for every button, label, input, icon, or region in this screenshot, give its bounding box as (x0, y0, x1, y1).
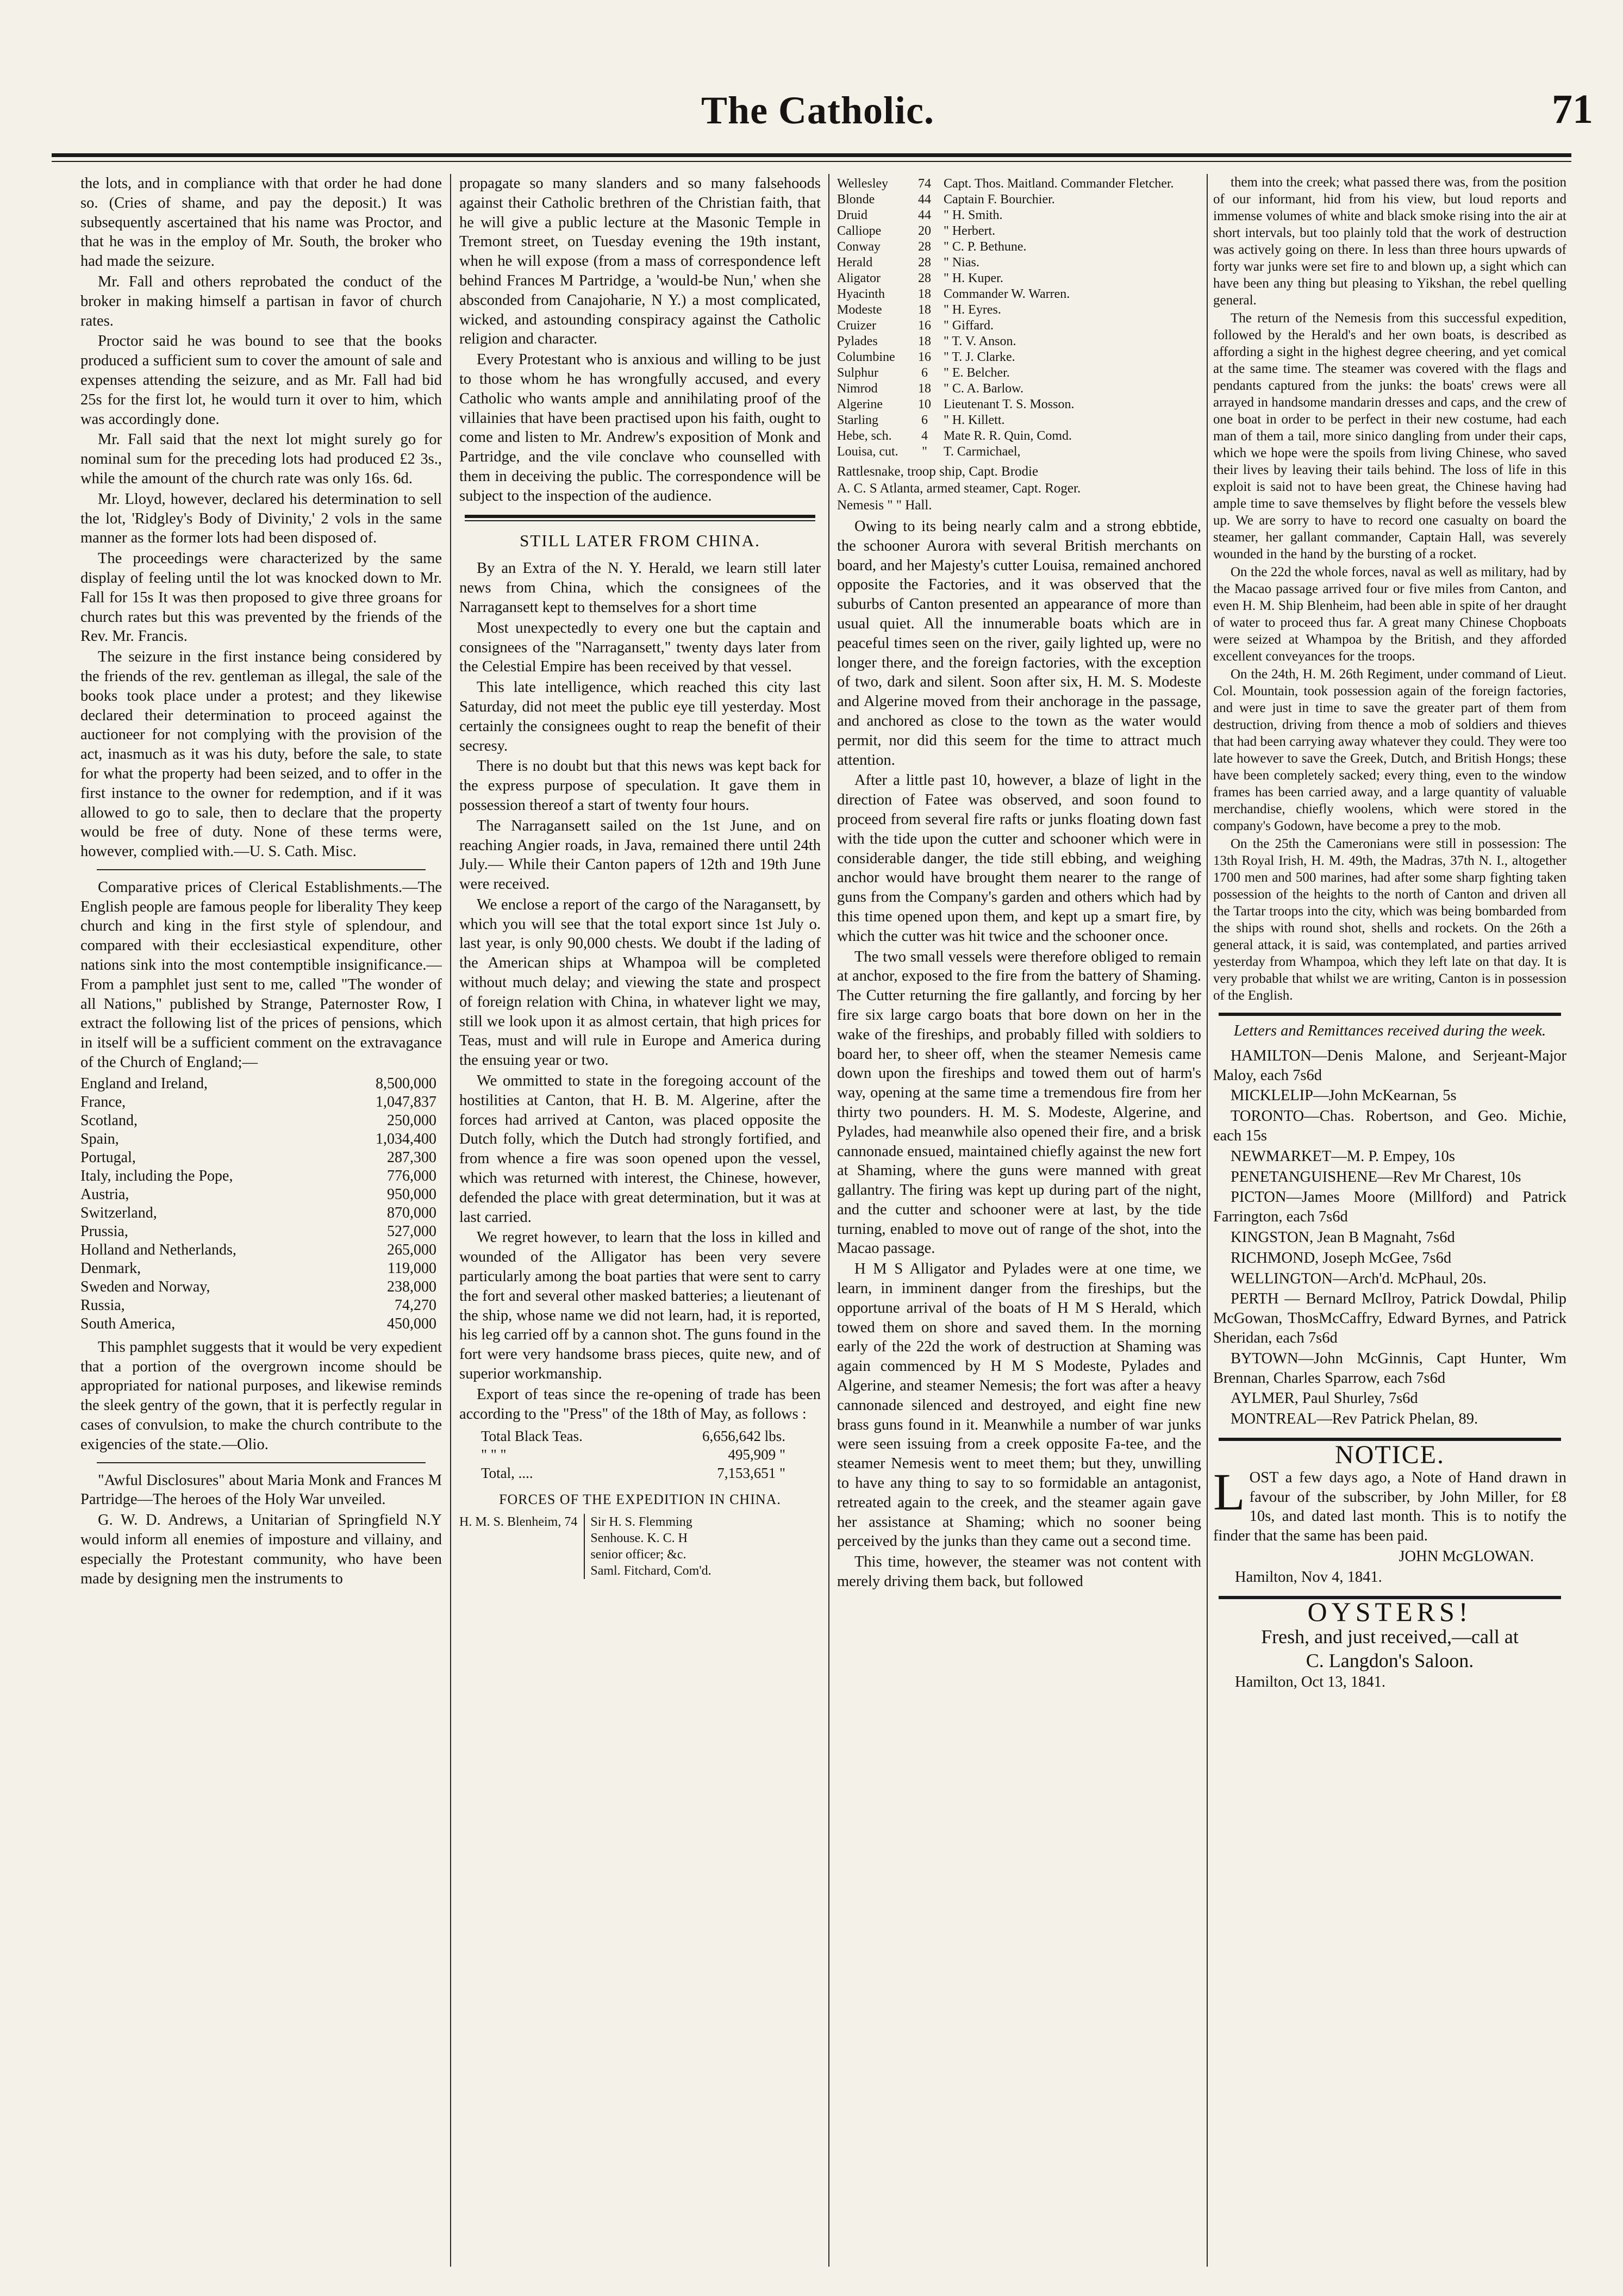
fleet-commander: " H. Smith. (944, 208, 1003, 222)
blenheim-line: Sir H. S. Flemming (590, 1515, 692, 1530)
fleet-commander: " E. Belcher. (944, 366, 1010, 380)
price-value: 1,034,400 (376, 1130, 436, 1147)
article-paragraph: Mr. Lloyd, however, declared his determination to sell the lot, 'Ridgley's Body of Divinity,' 2 vols in the same manner as the former lots had been disposed of. (80, 490, 442, 547)
blenheim-ship: H. M. S. Blenheim, 74 (459, 1515, 578, 1530)
china-paragraph: Export of teas since the re-opening of trade has been according to the "Press" of the 18th of May, as follows : (459, 1386, 821, 1422)
price-row (80, 1075, 442, 1093)
fleet-guns: 18 (918, 303, 932, 317)
price-row (80, 1112, 442, 1130)
price-value: 265,000 (387, 1241, 436, 1258)
fleet-guns: 16 (918, 319, 932, 333)
china-paragraph: We ommitted to state in the foregoing account of the hostilities at Canton, that H. B. M. Algerine, after the forces had arrived at Canton, was placed opposite the Dutch folly, which the Dutch had strongly fortified, and from whence a fire was soon opened upon the vessel, which was returned with interest, the Chinese, however, defended the place with great determination, but it was at last carried. (459, 1072, 821, 1226)
oysters-heading: OYSTERS! (1307, 1596, 1472, 1627)
fleet-ship: Conway (837, 240, 881, 254)
letter-entry: PICTON—James Moore (Millford) and Patrick Farrington, each 7s6d (1213, 1189, 1566, 1226)
fleet-ship: Calliope (837, 224, 882, 238)
fleet-guns: 20 (918, 224, 932, 238)
fleet-guns: 28 (918, 271, 932, 285)
fleet-ship: Louisa, cut. (837, 445, 898, 459)
column-1 (80, 174, 442, 2272)
price-value: 8,500,000 (376, 1075, 436, 1092)
fleet-commander: " T. V. Anson. (944, 334, 1016, 348)
column-divider (1207, 174, 1208, 2267)
fleet-commander: " C. P. Bethune. (944, 240, 1027, 254)
fleet-guns: 18 (918, 287, 932, 301)
price-value: 74,270 (395, 1296, 436, 1314)
fleet-extra-line: A. C. S Atlanta, armed steamer, Capt. Roger. (837, 481, 1081, 496)
letters-heading: Letters and Remittances received during the week. (1233, 1022, 1546, 1039)
price-country: Italy, including the Pope, (80, 1167, 233, 1184)
fleet-row (837, 208, 1201, 223)
fleet-row (837, 192, 1201, 208)
fleet-row (837, 413, 1201, 428)
fleet-row (837, 223, 1201, 239)
fleet-row (837, 334, 1201, 350)
price-row (80, 1149, 442, 1167)
price-row (80, 1222, 442, 1241)
fleet-ship: Hyacinth (837, 287, 885, 301)
fleet-ship: Starling (837, 413, 878, 427)
tea-total-row (481, 1464, 785, 1482)
article-paragraph: The two small vessels were therefore obliged to remain at anchor, exposed to the fire from the battery of Shaming. The Cutter returning the fire gallantly, and forcing by her fire six large cargo boats that bore down on her in the wake of the fireships, and probably filled with soldiers to board her, to sheer off, when the steamer Nemesis came down upon the fireships and towed them out of harm's way, opening at the same time a tremendous fire from her thirty two pounders. H. M. S. Modeste, Algerine, and Pylades, had meanwhile also opened their fire, and a brisk cannonade ensued, maintained chiefly against the new fort at Shaming, where the guns were manned with great gallantry. The firing was kept up during part of the night, and the cutter and schooner were at last, by the tide turning, enabled to move out of range of the shot, into the Macao passage. (837, 948, 1201, 1257)
article-paragraph: Mr. Fall said that the next lot might surely go for nominal sum for the preceding lots had produced £2 3s., while the amount of the church rate was only 16s. 6d. (80, 431, 442, 487)
fleet-commander: " T. J. Clarke. (944, 350, 1015, 364)
price-value: 238,000 (387, 1278, 436, 1295)
fleet-ship: Blonde (837, 192, 875, 207)
price-row (80, 1130, 442, 1149)
fleet-ship: Pylades (837, 334, 878, 348)
fleet-guns: 44 (918, 192, 932, 207)
column-2 (459, 174, 821, 2272)
article-paragraph: On the 25th the Cameronians were still in possession: The 13th Royal Irish, H. M. 49th, the Madras, 37th N. I., altogether 1700 men and 500 marines, had after some sharp fighting taken possession of the heights to the north of Canton and driven all the Tartar troops into the city, which was being bombarded from the ships with round shot, shells and rockets. On the 26th a general attack, it is said, was contemplated, and parties arrived yesterday from Whampoa, which they left late on that day. It is very probable that whilst we are writing, Canton is in possession of the English. (1213, 837, 1566, 1003)
fleet-guns: 18 (918, 382, 932, 396)
price-country: Portugal, (80, 1149, 136, 1166)
price-country: Scotland, (80, 1112, 138, 1129)
fleet-commander: Capt. Thos. Maitland. Commander Fletcher. (944, 177, 1174, 191)
fleet-row (837, 397, 1201, 413)
fleet-row (837, 286, 1201, 302)
fleet-row (837, 302, 1201, 318)
article-paragraph: The return of the Nemesis from this successful expedition, followed by the Herald's and her own boats, is described as affording a sight in the highest degree cheering, and yet comical at the same time. The steamer was covered with the flags and pendants captured from the junks: the boats' crews were all arrayed in handsome mandarin dresses and caps, and the crew of one boat in order to be perfect in their new costume, had each man of them a tail, more sinico dangling from under their caps, which we hope were the spoils from living Chinese, who saved their lives by leaving their tails behind. The loss of life in this exploit is said not to have been great, the Chinese having had ample time to save themselves by flight before the vessels blew up. We are sorry to have to record one casualty on board the steamer, her gallant commander, Captain Hall, was severely wounded in the hand by the bursting of a rocket. (1213, 311, 1566, 561)
section-divider (97, 869, 426, 870)
letter-entry: MICKLELIP—John McKearnan, 5s (1231, 1087, 1457, 1105)
fleet-ship: Herald (837, 255, 873, 270)
notice-text: OST a few days ago, a Note of Hand drawn in favour of the subscriber, by John Miller, for £8 10s, and dated last month. This is to notify the finder that the same has been paid. (1213, 1469, 1566, 1545)
page-title: The Catholic. (701, 89, 935, 132)
letter-entry: KINGSTON, Jean B Magnaht, 7s6d (1231, 1228, 1455, 1246)
fleet-row (837, 255, 1201, 271)
tea-total-row (481, 1427, 785, 1445)
price-row (80, 1186, 442, 1204)
price-row (80, 1296, 442, 1315)
fleet-ship: Sulphur (837, 366, 879, 380)
article-paragraph: After a little past 10, however, a blaze of light in the direction of Fatee was observed, and soon found to proceed from several fire rafts or junks floating down fast with the tide upon the cutter and schooner which were in considerable danger, the tide still ebbing, and weighing anchor would have brought them nearer to the range of guns from the Company's garden and others which had by this time opened upon them, and kept up a smart fire, by which the cutter was hit twice and the schooner once. (837, 772, 1201, 945)
andrews-para: G. W. D. Andrews, a Unitarian of Springfield N.Y would inform all enemies of imposture and villainy, and especially the Protestant community, who have been made by designing men the instruments to (80, 1512, 442, 1587)
fleet-ship: Druid (837, 208, 867, 222)
fleet-table (837, 176, 1201, 460)
fleet-row (837, 271, 1201, 286)
price-country: South America, (80, 1315, 176, 1332)
blenheim-entry (459, 1514, 821, 1579)
fleet-commander: " Giffard. (944, 319, 994, 333)
price-value: 776,000 (387, 1167, 436, 1184)
oysters-saloon: C. Langdon's Saloon. (1306, 1650, 1474, 1672)
fleet-guns: 16 (918, 350, 932, 364)
tea-total-value: 495,909 " (728, 1446, 785, 1463)
letter-entry: BYTOWN—John McGinnis, Capt Hunter, Wm Brennan, Charles Sparrow, each 7s6d (1213, 1350, 1566, 1387)
notice-body (1213, 1462, 1566, 1546)
column-divider (450, 174, 451, 2267)
china-heading: STILL LATER FROM CHINA. (520, 531, 760, 550)
china-paragraph: We enclose a report of the cargo of the Naragansett, by which you will see that the total export since 1st July o. last year, is only 90,000 chests. We doubt if the lading of the American ships at Whampoa will be completed without much delay; and viewing the state and prospect of foreign relation with China, in whatever light we may, still we look upon it as almost certain, that high prices for Teas, must and will rule in Europe and America during the ensuing year or two. (459, 896, 821, 1069)
price-row (80, 1204, 442, 1222)
notice-drop-cap: L (1213, 1462, 1245, 1521)
page-number: 71 (1552, 86, 1593, 132)
fleet-guns: 4 (921, 429, 928, 443)
fleet-ship: Nimrod (837, 382, 878, 396)
fleet-commander: " H. Eyres. (944, 303, 1001, 317)
section-divider (1219, 1013, 1561, 1016)
fleet-guns: 18 (918, 334, 932, 348)
fleet-ship: Aligator (837, 271, 881, 285)
fleet-row (837, 350, 1201, 365)
tea-total-value: 6,656,642 lbs. (702, 1428, 785, 1445)
fleet-guns: 6 (921, 413, 928, 427)
china-paragraph: There is no doubt but that this news was kept back for the express purpose of speculation. It gave them in possession thereof a start of twenty four hours. (459, 758, 821, 814)
notice-signature: JOHN McGLOWAN. (1399, 1548, 1534, 1565)
china-paragraph: The Narragansett sailed on the 1st June, and on reaching Angier roads, in Java, remained there until 24th July.— While their Canton papers of 12th and 19th June were received. (459, 817, 821, 893)
fleet-row (837, 365, 1201, 381)
article-paragraph: them into the creek; what passed there was, from the position of our informant, hid from his view, but loud reports and immense volumes of white and black smoke rising into the air at short intervals, but too plainly told that the work of destruction was actively going on there. In less than three hours upwards of forty war junks were set fire to and blown up, a sight which can have been any thing but pleasing to Yikshan, the rebel quelling general. (1213, 175, 1566, 308)
price-row (80, 1278, 442, 1296)
letter-entry: HAMILTON—Denis Malone, and Serjeant-Major Maloy, each 7s6d (1213, 1047, 1566, 1084)
fleet-commander: T. Carmichael, (944, 445, 1021, 459)
fleet-ship: Hebe, sch. (837, 429, 892, 443)
fleet-row (837, 444, 1201, 460)
fleet-guns: 28 (918, 255, 932, 270)
fleet-row (837, 428, 1201, 444)
price-value: 1,047,837 (376, 1093, 436, 1110)
price-country: Switzerland, (80, 1204, 157, 1221)
fleet-commander: Captain F. Bourchier. (944, 192, 1055, 207)
fleet-guns: 44 (918, 208, 932, 222)
fleet-guns: 28 (918, 240, 932, 254)
china-paragraph: Most unexpectedly to every one but the captain and consignees of the "Narragansett," twenty days later from the Celestial Empire has been received by that vessel. (459, 619, 821, 676)
letter-entry: MONTREAL—Rev Patrick Phelan, 89. (1231, 1411, 1478, 1428)
column-divider (828, 174, 829, 2267)
oysters-place-date: Hamilton, Oct 13, 1841. (1235, 1674, 1386, 1691)
article-paragraph: Owing to its being nearly calm and a strong ebbtide, the schooner Aurora with several British merchants on board, and her Majesty's cutter Louisa, remained anchored opposite the Factories, and it was observed that the suburbs of Canton presented an appearance of more than usual quiet. All the innumerable boats which are in peaceful times seen on the river, gaily lighted up, were no longer there, and the foreign factories, with the exception of two, dark and silent. Soon after six, H. M. S. Modeste and Algerine moved from their anchorage in the passage, and anchored as close to the town as the water would permit, nor did this seem for the time to attract much attention. (837, 518, 1201, 769)
price-value: 287,300 (387, 1149, 436, 1166)
price-country: Denmark, (80, 1259, 141, 1277)
tea-total-label: Total Black Teas. (481, 1428, 583, 1445)
fleet-guns: " (922, 445, 927, 459)
china-paragraph: We regret however, to learn that the loss in killed and wounded of the Alligator has been very severe particularly among the boat parties that were sent to carry the fort and several other masked batteries; a lieutenant of the ship, whose name we did not learn, had, it is reported, his leg carried off by a cannon shot. The guns found in the fort were very handsome brass pieces, quite new, and of superior workmanship. (459, 1229, 821, 1383)
price-country: Austria, (80, 1186, 129, 1203)
fleet-row (837, 381, 1201, 397)
letter-entry: PERTH — Bernard McIlroy, Patrick Dowdal, Philip McGowan, ThosMcCaffry, Edward Byrnes, and Patrick Sheridan, each 7s6d (1213, 1290, 1566, 1346)
fleet-ship: Cruizer (837, 319, 876, 333)
fleet-ship: Modeste (837, 303, 882, 317)
notice-heading: NOTICE. (1335, 1440, 1445, 1469)
price-row (80, 1259, 442, 1278)
article-paragraph: The proceedings were characterized by the same display of feeling until the lot was knocked down to Mr. Fall for 15s It was then proposed to give three groans for church rates but this was prevented by the friends of the Rev. Mr. Francis. (80, 550, 442, 645)
notice-place-date: Hamilton, Nov 4, 1841. (1235, 1568, 1382, 1586)
article-paragraph: Mr. Fall and others reprobated the conduct of the broker in making himself a partisan in favor of church rates. (80, 273, 442, 329)
article-paragraph: This pamphlet suggests that it would be very expedient that a portion of the overgrown income should be appropriated for national purposes, and likewise reminds the sleek gentry of the gown, that it is perfectly regular in cases of convulsion, to make the church contribute to the exigencies of the state.—Olio. (80, 1338, 442, 1453)
header-rule (52, 153, 1571, 157)
article-paragraph: H M S Alligator and Pylades were at one time, we learn, in imminent danger from the fireships, but the opportune arrival of the boats of H M S Herald, which towed them on shore and saved them. In the morning early of the 22d the work of destruction at Shaming was again commenced by H M S Modeste, Pylades and Algerine, and steamer Nemesis; the fort was after a heavy cannonade silenced and destroyed, and eight fine new brass guns found in it. Meanwhile a number of war junks were seen issuing from a creek opposite Fa-tee, and the steamer Nemesis went to meet them; but they, unwilling to have any thing to say to so formidable an antagonist, retreated again to the creek, and the steamer again gave her assistance at Shaming; which no sooner being perceived by the junks than they came out a second time. (837, 1261, 1201, 1550)
blenheim-line: senior officer; &c. (590, 1548, 686, 1562)
section-divider (465, 515, 815, 518)
article-paragraph: Every Protestant who is anxious and willing to be just to those whom he has wrongfully accused, and every Catholic who wants ample and annihilating proof of the villainies that have been practised upon his faith, ought to come and listen to Mr. Andrew's exposition of Monk and Partridge, and the vile conclave who counselled with them in deceiving the public. The correspondence will be subject to the inspection of the audience. (459, 351, 821, 504)
fleet-commander: " C. A. Barlow. (944, 382, 1023, 396)
article-paragraph: On the 24th, H. M. 26th Regiment, under command of Lieut. Col. Mountain, took possession again of the foreign factories, and were just in time to save the greater part of them from destruction, driving from thence a mob of soldiers and thieves that had been carrying away whatever they could. They were too late however to save the Greek, Dutch, and British Hongs; these have been completely sacked; every thing, even to the window frames has been carried away, and a large quantity of valuable merchandise, chiefly woolens, which were stored in the company's Godown, have become a prey to the mob. (1213, 667, 1566, 833)
column-3 (837, 174, 1201, 2272)
fleet-commander: Lieutenant T. S. Mosson. (944, 397, 1075, 411)
price-row (80, 1167, 442, 1186)
column-4 (1213, 174, 1566, 2272)
oysters-line: Fresh, and just received,—call at (1261, 1626, 1519, 1648)
fleet-row (837, 176, 1201, 192)
section-divider-thin (465, 520, 815, 521)
tea-totals (481, 1427, 821, 1482)
tea-total-label: " " " (481, 1446, 507, 1463)
letter-entry: RICHMOND, Joseph McGee, 7s6d (1231, 1249, 1452, 1266)
fleet-guns: 74 (918, 177, 932, 191)
letter-entry: AYLMER, Paul Shurley, 7s6d (1231, 1390, 1418, 1407)
letter-entry: WELLINGTON—Arch'd. McPhaul, 20s. (1231, 1270, 1487, 1287)
price-country: Spain, (80, 1130, 119, 1147)
pension-prices-table (80, 1075, 442, 1333)
price-row (80, 1241, 442, 1259)
letter-entry: NEWMARKET—M. P. Empey, 10s (1231, 1147, 1455, 1165)
fleet-guns: 6 (921, 366, 928, 380)
fleet-extra-line: Rattlesnake, troop ship, Capt. Brodie (837, 464, 1039, 479)
price-country: Prussia, (80, 1222, 128, 1240)
blenheim-line: Saml. Fitchard, Com'd. (590, 1564, 711, 1578)
fleet-ship: Columbine (837, 350, 895, 364)
price-row (80, 1093, 442, 1112)
price-country: Russia, (80, 1296, 125, 1314)
blenheim-line: Senhouse. K. C. H (590, 1531, 688, 1546)
fleet-extra-line: Nemesis " " Hall. (837, 498, 932, 513)
price-row (80, 1315, 442, 1333)
fleet-commander: Mate R. R. Quin, Comd. (944, 429, 1072, 443)
fleet-row (837, 318, 1201, 334)
price-value: 450,000 (387, 1315, 436, 1332)
article-paragraph: the lots, and in compliance with that order he had done so. (Cries of shame, and pay the deposit.) It was subsequently ascertained that his name was Proctor, and that he was in the employ of Mr. South, the broker who had made the seizure. (80, 175, 442, 270)
letter-entry: PENETANGUISHENE—Rev Mr Charest, 10s (1231, 1168, 1521, 1186)
tea-total-label: Total, .... (481, 1465, 533, 1482)
fleet-ship: Wellesley (837, 177, 889, 191)
fleet-ship: Algerine (837, 397, 883, 411)
fleet-commander: Commander W. Warren. (944, 287, 1070, 301)
forces-heading: FORCES OF THE EXPEDITION IN CHINA. (499, 1492, 781, 1508)
article-paragraph: This time, however, the steamer was not content with merely driving them back, but followed (837, 1553, 1201, 1590)
article-paragraph: Proctor said he was bound to see that the books produced a sufficient sum to cover the amount of sale and expenses attending the seizure, and as Mr. Fall had bid 25s for the first lot, he would turn it over to him, which was accordingly done. (80, 333, 442, 428)
china-paragraph: This late intelligence, which reached this city last Saturday, did not meet the public eye till yesterday. Most certainly the consignees ought to reap the benefit of their secresy. (459, 679, 821, 754)
price-value: 870,000 (387, 1204, 436, 1221)
price-value: 527,000 (387, 1222, 436, 1240)
price-country: France, (80, 1093, 126, 1110)
tea-total-value: 7,153,651 " (717, 1465, 785, 1482)
fleet-commander: " Herbert. (944, 224, 996, 238)
section-divider (97, 1462, 426, 1463)
china-paragraph: By an Extra of the N. Y. Herald, we learn still later news from China, which the consignees of the Narragansett kept to themselves for a short time (459, 560, 821, 616)
comparative-prices-intro: Comparative prices of Clerical Establishments.—The English people are famous people for liberality They keep church and king in the first style of splendour, and compared with their ecclesiastical expenditure, other nations sink into the most contemptible insignificance.— From a pamphlet just sent to me, called "The wonder of all Nations," published by Strange, Paternoster Row, I extract the following list of the prices of pensions, which in itself will be a sufficient comment on the extravagance of the Church of England;— (80, 878, 442, 1071)
awful-disclosures-para: "Awful Disclosures" about Maria Monk and Frances M Partridge—The heroes of the Holy War unveiled. (80, 1471, 442, 1508)
price-country: England and Ireland, (80, 1075, 208, 1092)
article-paragraph: On the 22d the whole forces, naval as well as military, had by the Macao passage arrived four or five miles from Canton, and even H. M. Ship Blenheim, had been able in spite of her draught of water to proceed thus far. A great many Chinese Chopboats were seized at Whampoa by the British, and they afforded excellent conveyances for the troops. (1213, 565, 1566, 664)
letter-entry: TORONTO—Chas. Robertson, and Geo. Michie, each 15s (1213, 1108, 1566, 1144)
fleet-commander: " H. Kuper. (944, 271, 1003, 285)
article-paragraph: The seizure in the first instance being considered by the friends of the rev. gentleman as illegal, the sale of the books took place under a protest; and they likewise declared their determination to proceed against the auctioneer for not complying with the provision of the act, inasmuch as it was his duty, before the sale, to state for what the property had been seized, and to offer in the first instance to the owner for redemption, and if it was allowed to go to sale, then to declare that the property would be free of duty. None of these terms were, however, complied with.—U. S. Cath. Misc. (80, 648, 442, 860)
fleet-guns: 10 (918, 397, 932, 411)
price-value: 119,000 (388, 1259, 436, 1277)
price-country: Holland and Netherlands, (80, 1241, 236, 1258)
price-value: 250,000 (387, 1112, 436, 1129)
fleet-row (837, 239, 1201, 255)
tea-total-row (481, 1445, 785, 1464)
fleet-commander: " Nias. (944, 255, 979, 270)
header-rule-thin (52, 161, 1571, 162)
price-country: Sweden and Norway, (80, 1278, 210, 1295)
fleet-commander: " H. Killett. (944, 413, 1005, 427)
article-paragraph: propagate so many slanders and so many falsehoods against their Catholic brethren of the Christian faith, that he will give a public lecture at the Masonic Temple in Tremont street, on Tuesday evening the 19th instant, when he will expose (from a mass of correspondence left behind Frances M Partridge, a 'would-be Nun,' when she absconded from Canajoharie, N Y.) a most complicated, wicked, and astounding conspiracy against the Catholic religion and character. (459, 175, 821, 348)
price-value: 950,000 (387, 1186, 436, 1203)
